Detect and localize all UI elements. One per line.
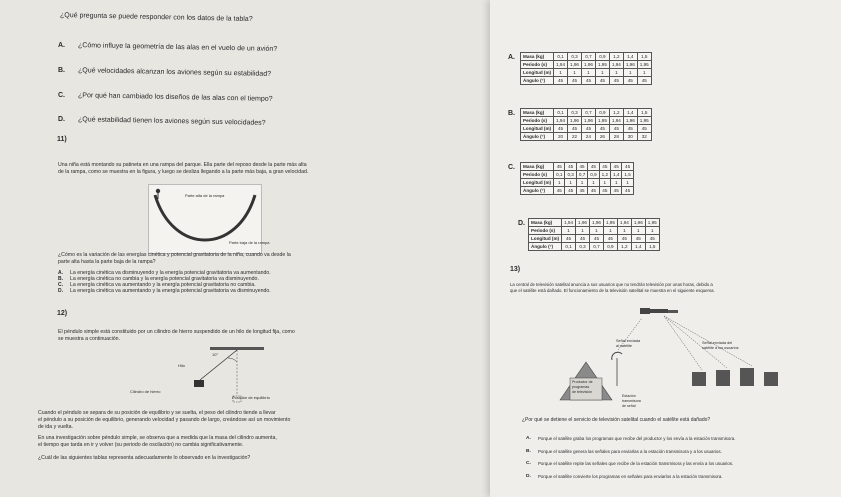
- q11-option-c-letter: C.: [58, 282, 63, 288]
- label-station-1: Estación: [622, 394, 636, 398]
- table-cell: 1: [623, 69, 637, 77]
- table-a-letter: A.: [508, 54, 515, 61]
- table-cell: 45: [554, 77, 568, 85]
- label-signal-down-1: Señal enviada del: [702, 341, 733, 345]
- table-cell: 1: [622, 179, 633, 187]
- q11-option-b: La energía cinética no cambia y la energía potencial gravitatoria va disminuyendo.: [70, 276, 259, 282]
- q13-stem-line-1: La central de televisión satelital anuncia a sus usuarios que no tendrán televisión por unas horas, debido a: [510, 282, 713, 287]
- pendulum-hilo-label: Hilo: [178, 363, 185, 368]
- table-cell: 1: [568, 69, 582, 77]
- q11-option-a: La energía cinética va disminuyendo y la energía potencial gravitatoria va aumentando.: [70, 270, 271, 276]
- table-cell: 1: [637, 69, 651, 77]
- table-row-label: Periodo (s): [529, 227, 562, 235]
- table-cell: 24: [581, 133, 595, 141]
- table-cell: 1,4: [611, 171, 622, 179]
- table-cell: 1,2: [599, 171, 610, 179]
- table-cell: 1: [611, 179, 622, 187]
- table-row: [521, 117, 652, 125]
- table-cell: 1,95: [645, 219, 659, 227]
- ramp-label-top: Parte alta de la rampa: [185, 193, 225, 198]
- table-cell: 45: [554, 187, 565, 195]
- table-cell: 45: [595, 77, 609, 85]
- table-cell: 1,95: [595, 117, 609, 125]
- table-cell: 1,4: [623, 53, 637, 61]
- table-cell: 1,4: [631, 243, 645, 251]
- table-cell: 1,96: [576, 219, 590, 227]
- table-cell: 1: [595, 69, 609, 77]
- table-cell: 1,2: [617, 243, 631, 251]
- table-row-label: Periodo (s): [521, 61, 554, 69]
- table-d-letter: D.: [518, 220, 525, 227]
- table-row: [521, 187, 634, 195]
- table-cell: 1,95: [595, 61, 609, 69]
- table-cell: 1,96: [568, 61, 582, 69]
- table-cell: 45: [576, 163, 587, 171]
- q13-option-a: Porque el satélite graba los programas que recibe del productor y los envía a la estación transmisora.: [538, 436, 736, 441]
- q12-stem-line-2: se muestra a continuación.: [58, 336, 120, 342]
- q10-option-c: ¿Por qué han cambiado los diseños de las alas con el tiempo?: [77, 92, 273, 103]
- table-cell: 1,95: [603, 219, 617, 227]
- pendulum-equilibrium-label: Posición de equilibrio: [232, 395, 270, 400]
- q10-option-a-letter: A.: [58, 42, 65, 49]
- q10-option-d: ¿Qué estabilidad tienen los aviones según sus velocidades?: [77, 116, 266, 127]
- table-row-label: Ángulo (°): [521, 133, 554, 141]
- table-cell: 1,5: [637, 53, 651, 61]
- table-cell: 1,95: [637, 61, 651, 69]
- table-row-label: Longitud (m): [529, 235, 562, 243]
- table-cell: 45: [637, 125, 651, 133]
- table-cell: 1: [588, 179, 599, 187]
- table-cell: 1: [645, 227, 659, 235]
- ramp-figure: [148, 184, 270, 254]
- table-cell: 0,3: [576, 243, 590, 251]
- table-cell: 1: [554, 69, 568, 77]
- table-b-letter: B.: [508, 110, 515, 117]
- table-cell: 45: [568, 77, 582, 85]
- table-cell: 45: [609, 125, 623, 133]
- table-row-label: Ángulo (°): [521, 77, 554, 85]
- table-row: [529, 227, 660, 235]
- table-cell: 1: [576, 227, 590, 235]
- table-cell: 45: [631, 235, 645, 243]
- q10-option-b: ¿Qué velocidades alcanzan los aviones según su estabilidad?: [77, 67, 272, 78]
- table-row: [521, 163, 634, 171]
- q11-option-c: La energía cinética va aumentando y la energía potencial gravitatoria no cambia.: [70, 282, 256, 288]
- pendulum-diagram: [120, 344, 300, 406]
- label-producer-2: programas: [572, 385, 590, 389]
- table-cell: 45: [581, 77, 595, 85]
- table-cell: 45: [611, 187, 622, 195]
- q11-option-b-letter: B.: [58, 276, 63, 282]
- table-cell: 0,7: [581, 53, 595, 61]
- label-station-3: de señal: [622, 404, 636, 408]
- table-cell: 0,1: [554, 109, 568, 117]
- label-producer-3: de televisión: [572, 390, 592, 394]
- table-cell: 1,5: [645, 243, 659, 251]
- table-row: [521, 109, 652, 117]
- table-cell: 45: [622, 187, 633, 195]
- table-cell: 0,9: [595, 109, 609, 117]
- table-row-label: Longitud (m): [521, 125, 554, 133]
- table-row-label: Masa (kg): [521, 53, 554, 61]
- table-cell: 0,3: [568, 53, 582, 61]
- label-signal-up-2: al satélite: [616, 344, 633, 348]
- table-cell: 45: [622, 163, 633, 171]
- q11-stem-line-1: Una niña está montando su patineta en una rampa del parque. Ella parte del reposo desde la parte más alta: [58, 162, 307, 168]
- table-cell: 30: [623, 133, 637, 141]
- q12-stem-line-1: El péndulo simple está constituido por un cilindro de hierro suspendido de un hilo de longitud fija, como: [58, 329, 295, 335]
- pendulum-angle: 10°: [212, 352, 219, 357]
- table-row-label: Masa (kg): [529, 219, 562, 227]
- table-cell: 1: [599, 179, 610, 187]
- table-cell: 1,96: [581, 117, 595, 125]
- right-page: [490, 0, 841, 497]
- table-row: [521, 53, 652, 61]
- q13-option-c-letter: C.: [526, 461, 531, 466]
- label-signal-down-2: satélite a los usuarios: [702, 346, 739, 350]
- table-row-label: Masa (kg): [521, 163, 554, 171]
- table-cell: 45: [588, 187, 599, 195]
- table-cell: 1: [562, 227, 576, 235]
- table-cell: 1: [576, 179, 587, 187]
- table-cell: 45: [609, 77, 623, 85]
- table-cell: 1,2: [609, 53, 623, 61]
- q13-option-d: Porque el satélite convierte los programas en señales para enviarlos a la estación transmisora.: [538, 474, 723, 479]
- q12-question: ¿Cuál de las siguientes tablas representa adecuadamente lo observado en la investigación?: [38, 455, 251, 461]
- table-row-label: Ángulo (°): [529, 243, 562, 251]
- table-cell: 1: [617, 227, 631, 235]
- q11-stem-line-2: de la rampa, como se muestra en la figura, y luego se desliza llegando a la parte más baja, a gran velocidad.: [58, 169, 309, 175]
- table-row: [529, 235, 660, 243]
- table-row: [521, 179, 634, 187]
- table-row-label: Masa (kg): [521, 109, 554, 117]
- table-cell: 45: [576, 235, 590, 243]
- table-cell: 45: [623, 125, 637, 133]
- table-cell: 45: [562, 235, 576, 243]
- q12-number: 12): [57, 310, 68, 317]
- q13-number: 13): [510, 266, 521, 273]
- table-cell: 45: [637, 77, 651, 85]
- table-cell: 1,94: [609, 117, 623, 125]
- table-cell: 1,96: [568, 117, 582, 125]
- table-cell: 1,4: [623, 109, 637, 117]
- table-row-label: Periodo (s): [521, 171, 554, 179]
- q12-para1-line-2: el péndulo a su posición de equilibrio, generando velocidad y pasando de largo, creándose así un movimiento: [38, 417, 291, 423]
- table-cell: 45: [589, 235, 603, 243]
- table-row: [529, 219, 660, 227]
- table-row: [521, 171, 634, 179]
- table-d: [528, 218, 660, 251]
- table-row-label: Ángulo (°): [521, 187, 554, 195]
- table-cell: 1,94: [554, 61, 568, 69]
- label-signal-up-1: Señal enviada: [616, 339, 641, 343]
- table-c-letter: C.: [508, 164, 515, 171]
- table-a: [520, 52, 652, 85]
- table-b: [520, 108, 652, 141]
- table-cell: 1,96: [623, 61, 637, 69]
- table-cell: 45: [603, 235, 617, 243]
- table-cell: 1: [589, 227, 603, 235]
- table-cell: 0,9: [595, 53, 609, 61]
- q11-question-line-2: parte alta hasta la parte baja de la rampa?: [58, 259, 156, 265]
- table-cell: 45: [645, 235, 659, 243]
- table-row-label: Periodo (s): [521, 117, 554, 125]
- q12-para2-line-2: el tiempo que tarda en ir y volver (su periodo de oscilación) no cambia significativamente.: [38, 442, 244, 448]
- table-cell: 1: [631, 227, 645, 235]
- q10-option-b-letter: B.: [58, 67, 65, 74]
- q11-option-a-letter: A.: [58, 270, 63, 276]
- q11-question-line-1: ¿Cómo es la variación de las energías cinética y potencial gravitatoria de la niña, cuando va desde la: [58, 252, 291, 258]
- table-cell: 1,5: [622, 171, 633, 179]
- table-cell: 45: [568, 125, 582, 133]
- table-row: [521, 77, 652, 85]
- table-cell: 0,9: [603, 243, 617, 251]
- table-cell: 0,3: [568, 109, 582, 117]
- table-cell: 1,96: [581, 61, 595, 69]
- table-cell: 45: [581, 125, 595, 133]
- q12-para2-line-1: En una investigación sobre péndulo simple, se observa que a medida que la masa del cilindro aumenta,: [38, 435, 277, 441]
- table-cell: 45: [565, 163, 576, 171]
- q10-option-c-letter: C.: [58, 92, 65, 99]
- q13-stem-line-2: que el satélite está dañado. El funcionamiento de la televisión satelital se muestra en el siguiente esquema.: [510, 288, 715, 293]
- table-cell: 0,1: [554, 53, 568, 61]
- pendulum-cylinder-label: Cilindro de hierro: [130, 389, 161, 394]
- table-row-label: Longitud (m): [521, 179, 554, 187]
- table-cell: 1,94: [562, 219, 576, 227]
- table-cell: 1,96: [631, 219, 645, 227]
- table-cell: 45: [599, 163, 610, 171]
- table-cell: 0,9: [588, 171, 599, 179]
- table-cell: 0,7: [581, 109, 595, 117]
- table-cell: 45: [595, 125, 609, 133]
- table-cell: 45: [554, 163, 565, 171]
- table-cell: 1,5: [637, 109, 651, 117]
- pendulum-figure: [120, 344, 300, 406]
- table-cell: 1,96: [623, 117, 637, 125]
- table-cell: 45: [623, 77, 637, 85]
- table-cell: 45: [588, 163, 599, 171]
- table-cell: 45: [576, 187, 587, 195]
- q13-option-b-letter: B.: [526, 449, 531, 454]
- table-cell: 1,95: [637, 117, 651, 125]
- label-station-2: transmisora: [622, 399, 641, 403]
- table-cell: 45: [611, 163, 622, 171]
- table-cell: 20: [554, 133, 568, 141]
- table-cell: 45: [617, 235, 631, 243]
- q11-option-d-letter: D.: [58, 288, 63, 294]
- table-cell: 1,96: [589, 219, 603, 227]
- table-cell: 0,7: [589, 243, 603, 251]
- table-row: [529, 243, 660, 251]
- table-row: [521, 69, 652, 77]
- table-cell: 1,94: [554, 117, 568, 125]
- q10-question: ¿Qué pregunta se puede responder con los datos de la tabla?: [59, 11, 253, 24]
- table-cell: 1,94: [617, 219, 631, 227]
- q13-question: ¿Por qué se detiene el servicio de televisión satelital cuando el satélite está dañado?: [522, 417, 711, 423]
- table-cell: 32: [637, 133, 651, 141]
- label-producer-1: Productor de: [572, 380, 593, 384]
- table-row: [521, 61, 652, 69]
- table-cell: 1: [603, 227, 617, 235]
- q12-para1-line-1: Cuando el péndulo se separa de su posición de equilibrio y se suelta, el peso del cilindro tiende a llevar: [38, 410, 276, 416]
- table-cell: 1: [581, 69, 595, 77]
- q10-option-d-letter: D.: [58, 116, 65, 123]
- table-cell: 0,1: [562, 243, 576, 251]
- table-cell: 28: [609, 133, 623, 141]
- q11-number: 11): [57, 136, 67, 143]
- table-cell: 22: [568, 133, 582, 141]
- ramp-label-bottom: Parte baja de la rampa: [229, 240, 270, 245]
- table-cell: 45: [565, 187, 576, 195]
- table-row: [521, 133, 652, 141]
- table-cell: 45: [554, 125, 568, 133]
- q11-option-d: La energía cinética va aumentando y la energía potencial gravitatoria va disminuyendo.: [70, 288, 271, 294]
- table-cell: 26: [595, 133, 609, 141]
- table-cell: 45: [599, 187, 610, 195]
- satellite-figure: [552, 300, 802, 410]
- table-cell: 1: [554, 179, 565, 187]
- table-cell: 1: [565, 179, 576, 187]
- table-row-label: Longitud (m): [521, 69, 554, 77]
- q12-para1-line-3: de ida y vuelta.: [38, 424, 73, 430]
- table-cell: 1,2: [609, 109, 623, 117]
- q13-option-c: Porque el satélite repite las señales que recibe de la estación transmisora y las envía a los usuarios.: [538, 461, 734, 466]
- table-cell: 1: [609, 69, 623, 77]
- table-c: [520, 162, 634, 195]
- table-cell: 1,94: [609, 61, 623, 69]
- q10-option-a: ¿Cómo influye la geometría de las alas en el vuelo de un avión?: [77, 42, 278, 53]
- table-cell: 0,3: [565, 171, 576, 179]
- table-row: [521, 125, 652, 133]
- q13-option-d-letter: D.: [526, 474, 531, 479]
- q13-option-a-letter: A.: [526, 436, 531, 441]
- table-cell: 0,7: [576, 171, 587, 179]
- q13-option-b: Porque el satélite genera las señales para enviarlas a la estación transmisora y a los usuarios.: [538, 449, 722, 454]
- table-cell: 0,1: [554, 171, 565, 179]
